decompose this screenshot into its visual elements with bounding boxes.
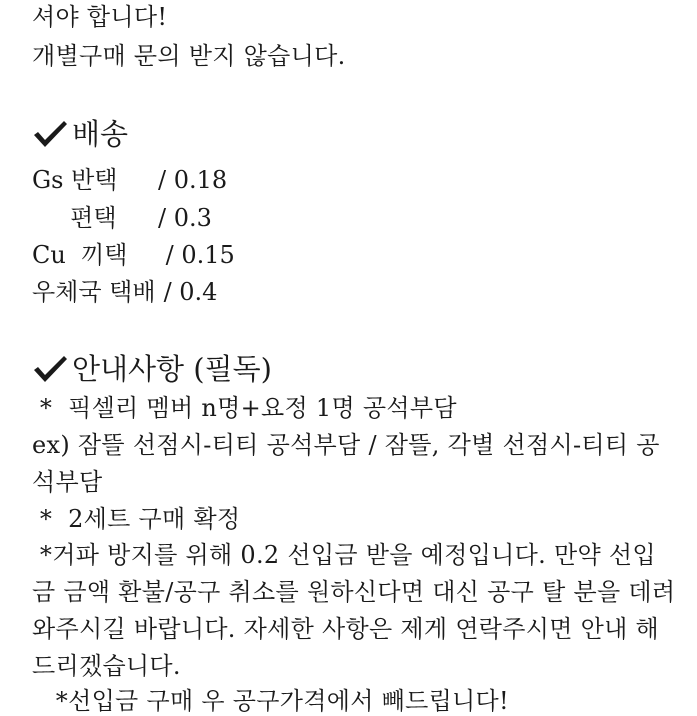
shipping-method: Cu 끼택 bbox=[32, 241, 128, 269]
checkmark-icon bbox=[32, 119, 68, 149]
notice-line: 드리겠습니다. bbox=[32, 652, 181, 680]
shipping-method: 편택 bbox=[32, 204, 117, 232]
notice-line: 금 금액 환불/공구 취소를 원하신다면 대신 공구 탈 분을 데려 bbox=[32, 578, 676, 606]
shipping-method: Gs 반택 bbox=[32, 166, 118, 194]
notice-line: 와주시길 바랍니다. 자세한 사항은 제게 연락주시면 안내 해 bbox=[32, 615, 660, 643]
shipping-price: / 0.15 bbox=[158, 241, 235, 269]
checkmark-icon bbox=[32, 354, 68, 384]
shipping-heading bbox=[32, 116, 128, 152]
intro-line-2: 개별구매 문의 받지 않습니다. bbox=[32, 42, 346, 70]
notice-line: 석부담 bbox=[32, 468, 103, 496]
notice-line: * 2세트 구매 확정 bbox=[32, 505, 241, 533]
notice-line: * 픽셀리 멤버 n명+요정 1명 공석부담 bbox=[32, 394, 457, 422]
shipping-row bbox=[32, 165, 227, 195]
notice-heading bbox=[32, 351, 272, 387]
shipping-title: 배송 bbox=[72, 117, 129, 151]
shipping-price: / 0.18 bbox=[158, 166, 228, 194]
shipping-price: / 0.3 bbox=[158, 204, 212, 232]
shipping-price: / 0.4 bbox=[163, 278, 218, 306]
notice-title: 안내사항 (필독) bbox=[72, 352, 272, 386]
notice-line: *거파 방지를 위해 0.2 선입금 받을 예정입니다. 만약 선입 bbox=[32, 541, 656, 569]
shipping-method: 우체국 택배 bbox=[32, 278, 156, 306]
shipping-row bbox=[32, 203, 212, 233]
notice-line: *선입금 구매 우 공구가격에서 빼드립니다! bbox=[32, 687, 509, 715]
shipping-row bbox=[32, 277, 217, 307]
notice-line: ex) 잠뜰 선점시-티티 공석부담 / 잠뜰, 각별 선점시-티티 공 bbox=[32, 431, 660, 459]
shipping-row bbox=[32, 240, 235, 270]
intro-line-1: 셔야 합니다! bbox=[32, 3, 168, 31]
